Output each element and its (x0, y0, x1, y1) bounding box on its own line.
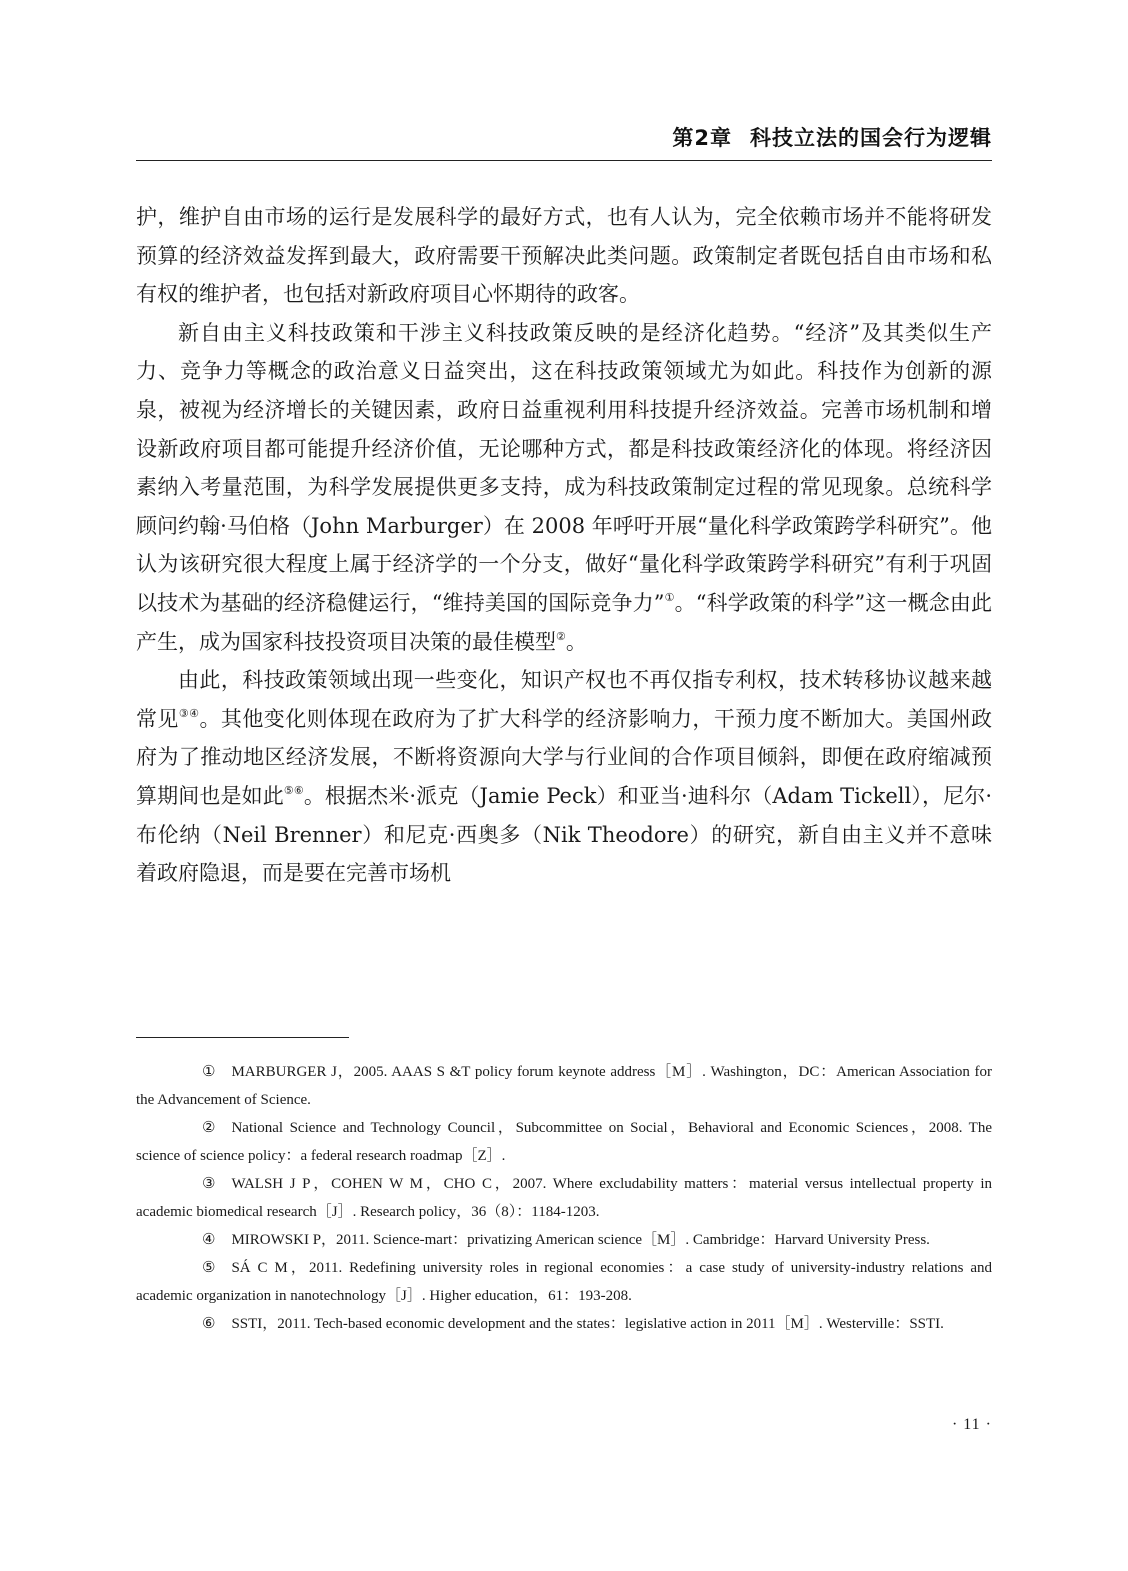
paragraph-3-part-b: 。其他变化则体现在政府为了扩大科学的经济影响力，干预力度不断加大。美国州政府为了推动地区经济发展，不断将资源向大学与行业间的合作项目倾斜，即便在政府缩减预算期间也是如此 (136, 706, 993, 808)
page-number: · 11 · (951, 1416, 992, 1433)
paragraph-3 (136, 661, 992, 893)
footnote-text: MARBURGER J，2005. AAAS S &T policy forum keynote address［M］. Washington，DC：American Association for the Advancement of Science. (136, 1064, 992, 1108)
running-header (672, 122, 992, 152)
footnote-separator (136, 1037, 349, 1038)
footnote-6 (136, 1310, 992, 1338)
chapter-number: 第2章 (672, 126, 732, 150)
paragraph-2 (136, 314, 992, 661)
footnote-text: SÁ C M，2011. Redefining university roles in regional economies：a case study of university-industry relations and academic organization in nanotechnology［J］. Higher education，61：193-208. (136, 1260, 992, 1304)
footnote-3 (136, 1170, 992, 1226)
footnote-mark: ⑥ (202, 1316, 216, 1332)
footnote-text: SSTI，2011. Tech-based economic development and the states：legislative action in 2011［M］. Westerville：SSTI. (231, 1316, 944, 1332)
paragraph-3-part-a: 由此，科技政策领域出现一些变化，知识产权也不再仅指专利权，技术转移协议越来越常见 (136, 668, 992, 731)
paragraph-2-part-c: 。 (565, 629, 587, 654)
body-text (136, 198, 992, 893)
footnote-mark: ① (202, 1064, 216, 1080)
footnote-text: MIROWSKI P，2011. Science-mart：privatizing American science［M］. Cambridge：Harvard University Press. (231, 1232, 930, 1248)
header-rule (136, 160, 992, 161)
paragraph-2-part-b: 。“科学政策的科学”这一概念由此产生，成为国家科技投资项目决策的最佳模型 (136, 590, 992, 654)
footnote-4 (136, 1226, 992, 1254)
footnote-2 (136, 1114, 992, 1170)
footnote-ref-1[interactable]: ① (664, 590, 675, 604)
paragraph-1: 护，维护自由市场的运行是发展科学的最好方式，也有人认为，完全依赖市场并不能将研发预算的经济效益发挥到最大，政府需要干预解决此类问题。政策制定者既包括自由市场和私有权的维护者，也包括对新政府项目心怀期待的政客。 (136, 205, 992, 307)
footnote-1 (136, 1058, 992, 1114)
footnote-ref-3-4[interactable]: ③④ (178, 706, 200, 720)
footnote-mark: ③ (202, 1176, 216, 1192)
footnote-mark: ⑤ (202, 1260, 216, 1276)
paragraph-3-part-c: 。根据杰米·派克（Jamie Peck）和亚当·迪科尔（Adam Tickell），尼尔·布伦纳（Neil Brenner）和尼克·西奥多（Nik Theodore）的研究，新自由主义并不意味着政府隐退，而是要在完善市场机 (136, 783, 992, 886)
footnote-mark: ② (202, 1120, 216, 1136)
footnote-text: WALSH J P，COHEN W M，CHO C，2007. Where excludability matters：material versus intellectual property in academic biomedical research［J］. Research policy，36（8）：1184-1203. (136, 1176, 992, 1220)
paragraph-2-part-a: 新自由主义科技政策和干涉主义科技政策反映的是经济化趋势。“经济”及其类似生产力、竞争力等概念的政治意义日益突出，这在科技政策领域尤为如此。科技作为创新的源泉，被视为经济增长的关键因素，政府日益重视利用科技提升经济效益。完善市场机制和增设新政府项目都可能提升经济价值，无论哪种方式，都是科技政策经济化的体现。将经济因素纳入考量范围，为科学发展提供更多支持，成为科技政策制定过程的常见现象。总统科学顾问约翰·马伯格（John Marburger）在 2008 年呼吁开展“量化科学政策跨学科研究”。他认为该研究很大程度上属于经济学的一个分支，做好“量化科学政策跨学科研究”有利于巩固以技术为基础的经济稳健运行，“维持美国的国际竞争力” (136, 320, 992, 615)
chapter-title: 科技立法的国会行为逻辑 (750, 126, 992, 150)
footnote-text: National Science and Technology Council，Subcommittee on Social，Behavioral and Economic Sciences，2008. The science of science policy：a federal research roadmap［Z］. (136, 1120, 992, 1164)
footnote-ref-2[interactable]: ② (556, 629, 566, 643)
footnote-ref-5-6[interactable]: ⑤⑥ (283, 783, 304, 797)
footnote-5 (136, 1254, 992, 1310)
footnotes (136, 1058, 992, 1338)
footnote-mark: ④ (202, 1232, 216, 1248)
